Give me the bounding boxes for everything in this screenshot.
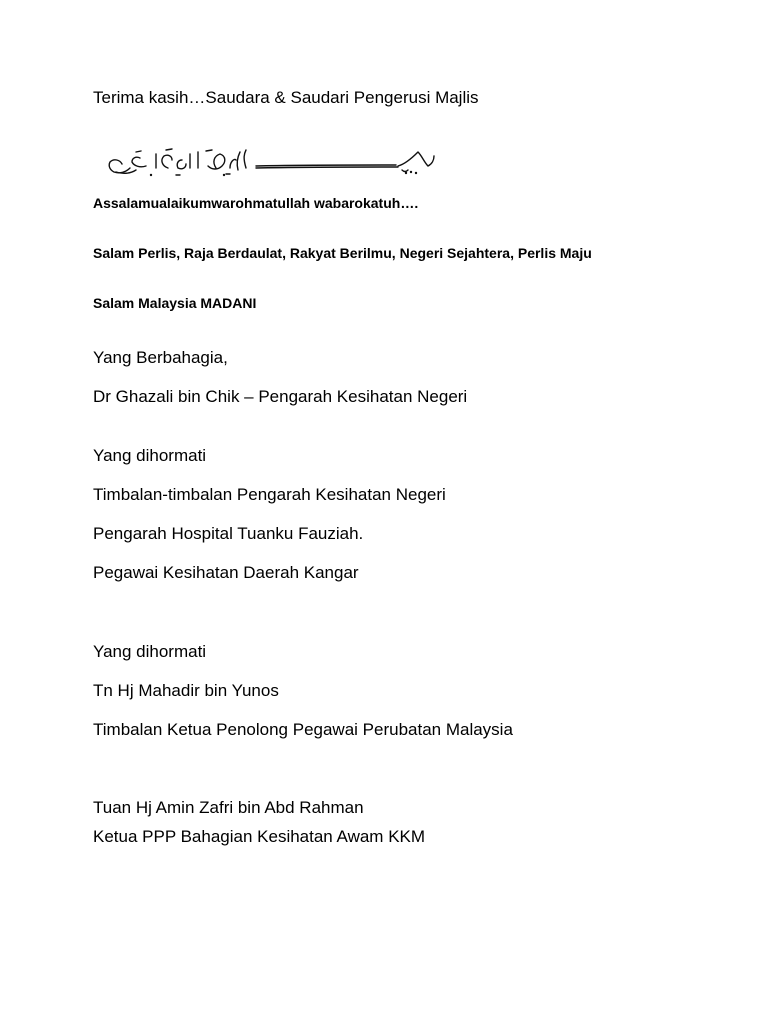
- opening-thanks: Terima kasih…Saudara & Saudari Pengerusi Majlis: [93, 88, 479, 107]
- greeting-salam-malaysia: Salam Malaysia MADANI: [93, 295, 257, 311]
- guest-title: Ketua PPP Bahagian Kesihatan Awam KKM: [93, 827, 426, 846]
- bismillah-calligraphy-image: [106, 148, 438, 178]
- heading-yang-dihormati-2: Yang dihormati: [93, 642, 207, 661]
- honoree-mahadir-name: Tn Hj Mahadir bin Yunos: [93, 681, 279, 700]
- heading-yang-berbahagia: Yang Berbahagia,: [93, 348, 228, 367]
- honoree-pegawai-kesihatan: Pegawai Kesihatan Daerah Kangar: [93, 563, 359, 582]
- honoree-pengarah: Dr Ghazali bin Chik – Pengarah Kesihatan Negeri: [93, 387, 468, 406]
- heading-yang-dihormati-1: Yang dihormati: [93, 446, 207, 465]
- guest-name: Tuan Hj Amin Zafri bin Abd Rahman: [93, 798, 364, 817]
- honoree-mahadir-title: Timbalan Ketua Penolong Pegawai Perubatan Malaysia: [93, 720, 513, 739]
- honoree-timbalan-pengarah: Timbalan-timbalan Pengarah Kesihatan Negeri: [93, 485, 446, 504]
- greeting-salam-perlis: Salam Perlis, Raja Berdaulat, Rakyat Berilmu, Negeri Sejahtera, Perlis Maju: [93, 245, 592, 261]
- honoree-pengarah-hospital: Pengarah Hospital Tuanku Fauziah.: [93, 524, 364, 543]
- greeting-assalamualaikum: Assalamualaikumwarohmatullah wabarokatuh….: [93, 195, 419, 211]
